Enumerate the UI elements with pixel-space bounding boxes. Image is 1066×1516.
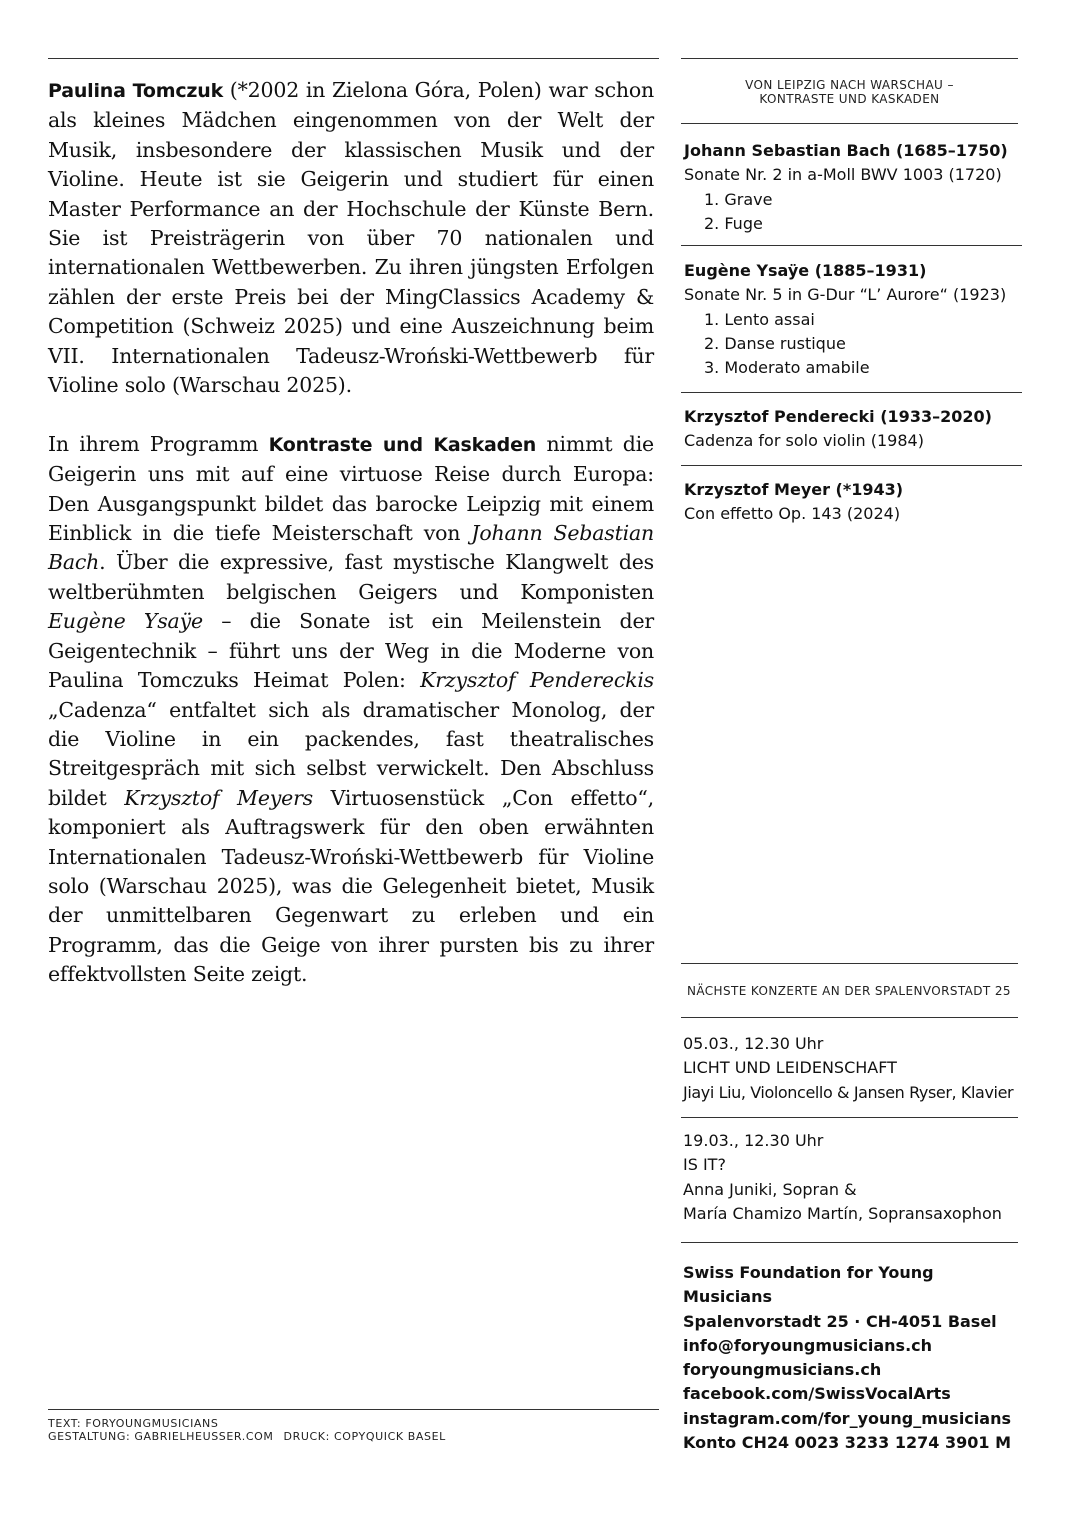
concert-date: 05.03., 12.30 Uhr — [683, 1034, 824, 1053]
credits-text: TEXT: FORYOUNGMUSICIANS — [48, 1417, 219, 1430]
concerts-heading: NÄCHSTE KONZERTE AN DER SPALENVORSTADT 25 — [687, 984, 1011, 998]
credits-print: DRUCK: COPYQUICK BASEL — [283, 1430, 446, 1443]
program-title: Kontraste und Kaskaden — [268, 433, 537, 456]
piece-meyer — [684, 478, 1020, 527]
piece-ysaye — [684, 259, 1020, 380]
movement: 2. Fuge — [704, 213, 763, 233]
piece-work: Sonate Nr. 5 in G-Dur “L’ Aurore“ (1923) — [684, 285, 1007, 305]
program-heading-line-2: KONTRASTE UND KASKADEN — [759, 92, 940, 106]
piece-bach — [684, 139, 1020, 236]
program-text-3: . Über die expressive, fast mystische Klangwelt des weltberühmten belgischen Geigers und Komponisten — [48, 550, 654, 604]
piece-divider-3 — [681, 465, 1022, 466]
concert-performers: Jiayi Liu, Violoncello & Jansen Ryser, Klavier — [683, 1082, 1014, 1102]
artist-name: Paulina Tomczuk — [48, 80, 224, 102]
organization-rule — [681, 1242, 1018, 1243]
concert-divider — [681, 1117, 1018, 1118]
program-text-4: – die Sonate ist ein Meilenstein der Geigentechnik – führt uns der Weg in die Moderne von Paulina Tomczuks Heimat Polen: — [48, 609, 654, 693]
organization-website: foryoungmusicians.ch — [683, 1360, 882, 1380]
composer-ref-bach: Johann Sebastian Bach — [48, 521, 654, 575]
main-text-column — [48, 76, 654, 990]
concert-title: IS IT? — [683, 1155, 726, 1175]
composer-ref-ysaye: Eugène Ysaÿe — [48, 609, 203, 634]
concert-date: 19.03., 12.30 Uhr — [683, 1131, 824, 1150]
piece-work: Con effetto Op. 143 (2024) — [684, 504, 901, 524]
top-rule-main — [48, 58, 659, 59]
concerts-heading-rule — [681, 1017, 1018, 1018]
program-text-6: Virtuosenstück „Con effetto“, komponiert als Auftragswerk für den oben erwähnten Internationalen Tadeusz-Wroński-Wettbewerb für Violine solo (Warschau 2025), was die Gelegenheit bietet, Musik der unmittelbaren Gegenwart zu erleben und ein Programm, das die Geige von ihrer pursten bis zu ihrer effektvollsten Seite zeigt. — [48, 785, 654, 987]
piece-composer: Krzysztof Meyer (*1943) — [684, 480, 904, 499]
program-paragraph — [48, 430, 654, 990]
composer-ref-penderecki: Krzysztof Pendereckis — [420, 668, 654, 693]
movement: 2. Danse rustique — [704, 333, 846, 353]
piece-work: Sonate Nr. 2 in a-Moll BWV 1003 (1720) — [684, 165, 1002, 185]
program-heading-rule — [681, 123, 1018, 124]
biography-text: (*2002 in Zielona Góra, Polen) war schon als kleines Mädchen eingenommen von der Welt der Musik, insbesondere der klassischen Musik und der Violine. Heute ist sie Geigerin und studiert für einen Master Performance an der Hochschule der Künste Bern. Sie ist Preisträgerin von über 70 nationalen und internationalen Wettbewerben. Zu ihren jüngsten Erfolgen zählen der erste Preis bei der MingClassics Academy & Competition (Schweiz 2025) und eine Auszeichnung beim VII. Internationalen Tadeusz-Wroński-Wettbewerb für Violine solo (Warschau 2025). — [48, 78, 654, 398]
movement: 1. Grave — [704, 189, 773, 209]
piece-composer: Eugène Ysaÿe (1885–1931) — [684, 261, 927, 280]
organization-account: Konto CH24 0023 3233 1274 3901 M — [683, 1433, 1012, 1453]
concert-performers: Anna Juniki, Sopran & — [683, 1179, 857, 1199]
piece-composer: Krzysztof Penderecki (1933–2020) — [684, 407, 992, 426]
program-text-1: In ihrem Programm — [48, 431, 269, 456]
piece-work: Cadenza for solo violin (1984) — [684, 431, 924, 451]
footer-rule — [48, 1409, 659, 1410]
biography-paragraph — [48, 76, 654, 400]
program-text-5: „Cadenza“ entfaltet sich als dramatischer Monolog, der die Violine in ein packendes, fast theatralisches Streitgespräch mit sich selbst verwickelt. Den Abschluss bildet — [48, 697, 654, 810]
piece-divider-1 — [681, 245, 1022, 246]
concerts-top-rule — [681, 963, 1018, 964]
composer-ref-meyer: Krzysztof Meyers — [124, 785, 313, 810]
organization-instagram: instagram.com/for_young_musicians — [683, 1408, 1011, 1428]
organization-facebook: facebook.com/SwissVocalArts — [683, 1384, 951, 1404]
credits-design: GESTALTUNG: GABRIELHEUSSER.COM — [48, 1430, 274, 1443]
program-heading — [681, 78, 1018, 106]
piece-composer: Johann Sebastian Bach (1685–1750) — [684, 141, 1008, 160]
movement: 3. Moderato amabile — [704, 358, 870, 378]
concert-performers: María Chamizo Martín, Sopransaxophon — [683, 1203, 1002, 1223]
piece-divider-2 — [681, 392, 1022, 393]
credits — [48, 1417, 446, 1443]
piece-penderecki — [684, 405, 1020, 454]
movement: 1. Lento assai — [704, 309, 815, 329]
program-heading-line-1: VON LEIPZIG NACH WARSCHAU – — [745, 78, 954, 92]
organization-address: Spalenvorstadt 25 · CH-4051 Basel — [683, 1311, 997, 1331]
organization-name: Swiss Foundation for Young Musicians — [683, 1263, 934, 1307]
top-rule-sidebar — [681, 58, 1018, 59]
concert-title: LICHT UND LEIDENSCHAFT — [683, 1058, 897, 1078]
concert-2 — [683, 1129, 1019, 1226]
concert-1 — [683, 1032, 1019, 1105]
program-text-2: nimmt die Geigerin uns mit auf eine virtuose Reise durch Europa: Den Ausgangspunkt bildet das barocke Leipzig mit einem Einblick in die tiefe Meisterschaft von — [48, 431, 654, 546]
organization-email: info@foryoungmusicians.ch — [683, 1335, 933, 1355]
organization-info — [683, 1261, 1019, 1455]
